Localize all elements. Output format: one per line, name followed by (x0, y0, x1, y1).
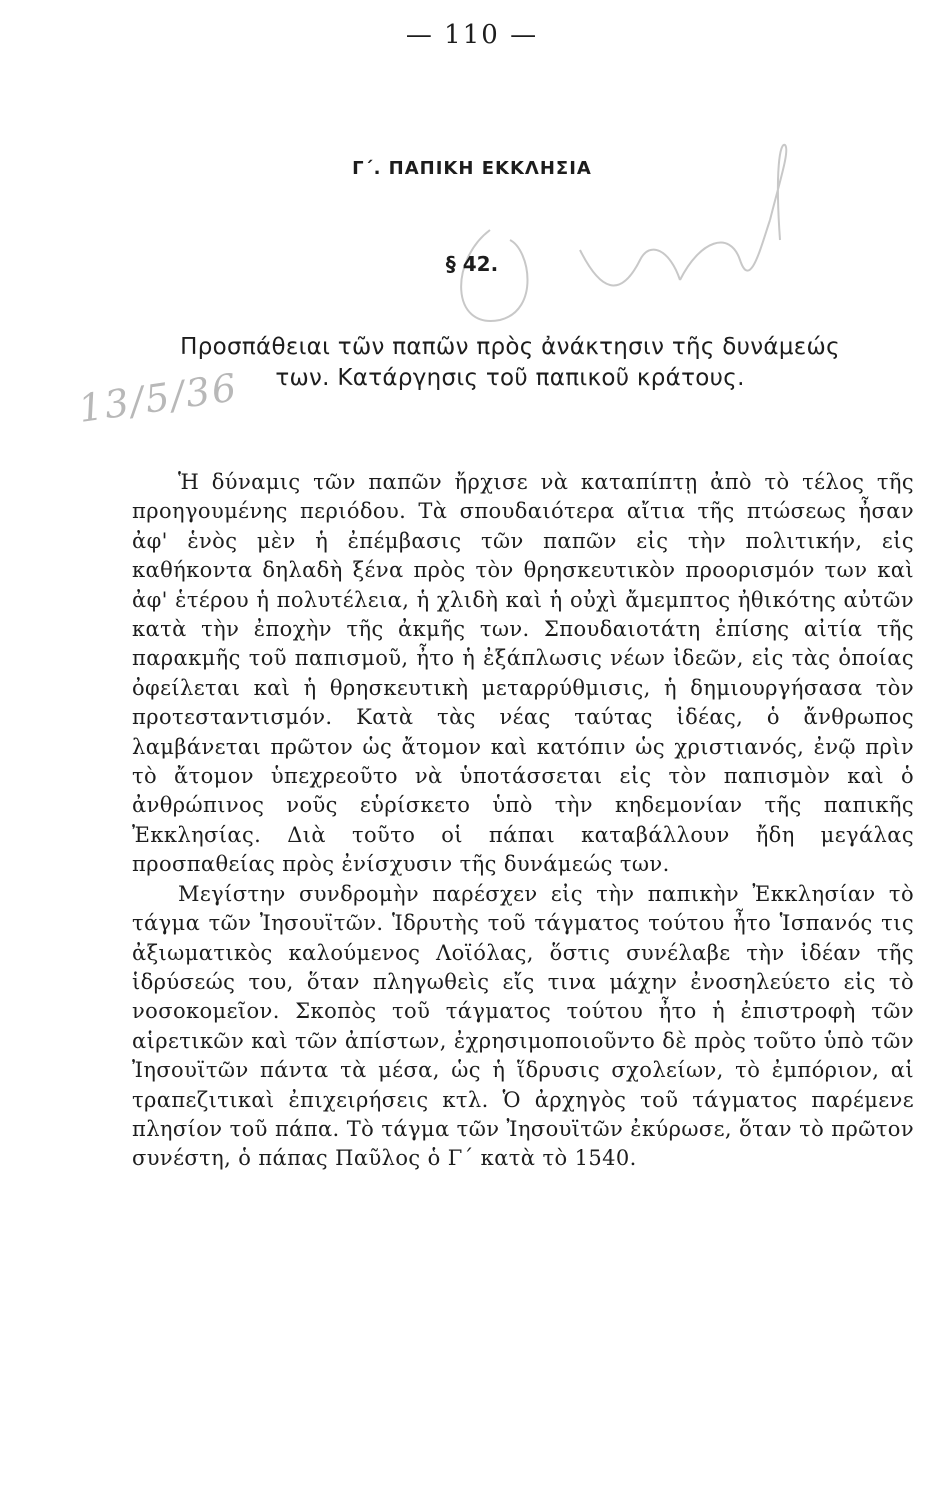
paragraph-1: Ἡ δύναμις τῶν παπῶν ἤρχισε νὰ καταπίπτῃ ἀπὸ τὸ τέλος τῆς προηγουμένης περιόδου. Τὰ σπουδαιότερα αἴτια τῆς πτώσεως ἦσαν ἀφ' ἑνὸς μὲν ἡ ἐπέμβασις τῶν παπῶν εἰς τὴν πολιτικήν, εἰς καθήκοντα δηλαδὴ ξένα πρὸς τὸν θρησκευτικὸν προορισμόν των καὶ ἀφ' ἑτέρου ἡ πολυτέλεια, ἡ χλιδὴ καὶ ἡ οὐχὶ ἄμεμπτος ἠθικότης αὐτῶν κατὰ τὴν ἐποχὴν τῆς ἀκμῆς των. Σπουδαιοτάτη ἐπίσης αἰτία τῆς παρακμῆς τοῦ παπισμοῦ, ἦτο ἡ ἐξάπλωσις νέων ἰδεῶν, εἰς τὰς ὁποίας ὀφείλεται καὶ ἡ θρησκευτικὴ μεταρρύθμισις, ἡ δημιουργήσασα τὸν προτεσταντισμόν. Κατὰ τὰς νέας ταύτας ἰδέας, ὁ ἄνθρωπος λαμβάνεται πρῶτον ὡς ἄτομον καὶ κατόπιν ὡς χριστιανός, ἐνῷ πρὶν τὸ ἄτομον ὑπεχρεοῦτο νὰ ὑποτάσσεται εἰς τὸν παπισμὸν καὶ ὁ ἀνθρώπινος νοῦς εὑρίσκετο ὑπὸ τὴν κηδεμονίαν τῆς παπικῆς Ἐκκλησίας. Διὰ τοῦτο οἱ πάπαι καταβάλλουν ἤδη μεγάλας προσπαθείας πρὸς ἐνίσχυσιν τῆς δυνάμεώς των. (132, 470, 914, 877)
section-title: Γ΄. ΠΑΠΙΚΗ ΕΚΚΛΗΣΙΑ (352, 158, 592, 179)
paragraph-number: § 42. (445, 252, 499, 276)
margin-date-note: 13/5/36 (75, 365, 241, 431)
paragraph-2: Μεγίστην συνδρομὴν παρέσχεν εἰς τὴν παπικὴν Ἐκκλησίαν τὸ τάγμα τῶν Ἰησουϊτῶν. Ἱδρυτὴς τοῦ τάγματος τούτου ἦτο Ἱσπανός τις ἀξιωματικὸς καλούμενος Λοϊόλας, ὅστις συνέλαβε τὴν ἰδέαν τῆς ἱδρύσεώς του, ὅταν πληγωθεὶς εἴς τινα μάχην ἐνοσηλεύετο εἰς τὸ νοσοκομεῖον. Σκοπὸς τοῦ τάγματος τούτου ἦτο ἡ ἐπιστροφὴ τῶν αἱρετικῶν καὶ τῶν ἀπίστων, ἐχρησιμοποιοῦντο δὲ πρὸς τοῦτο ὑπὸ τῶν Ἰησουϊτῶν πάντα τὰ μέσα, ὡς ἡ ἵδρυσις σχολείων, τὸ ἐμπόριον, αἱ τραπεζιτικαὶ ἐπιχειρήσεις κτλ. Ὁ ἀρχηγὸς τοῦ τάγματος παρέμενε πλησίον τοῦ πάπα. Τὸ τάγμα τῶν Ἰησουϊτῶν ἐκύρωσε, ὅταν τὸ πρῶτον συνέστη, ὁ πάπας Παῦλος ὁ Γ΄ κατὰ τὸ 1540. (132, 881, 914, 1171)
chapter-heading: Προσπάθειαι τῶν παπῶν πρὸς ἀνάκτησιν τῆς δυνάμεώς των. Κατάργησις τοῦ παπικοῦ κράτους. (180, 334, 840, 391)
page-number: — 110 — (405, 20, 539, 50)
body-text (132, 468, 914, 1174)
